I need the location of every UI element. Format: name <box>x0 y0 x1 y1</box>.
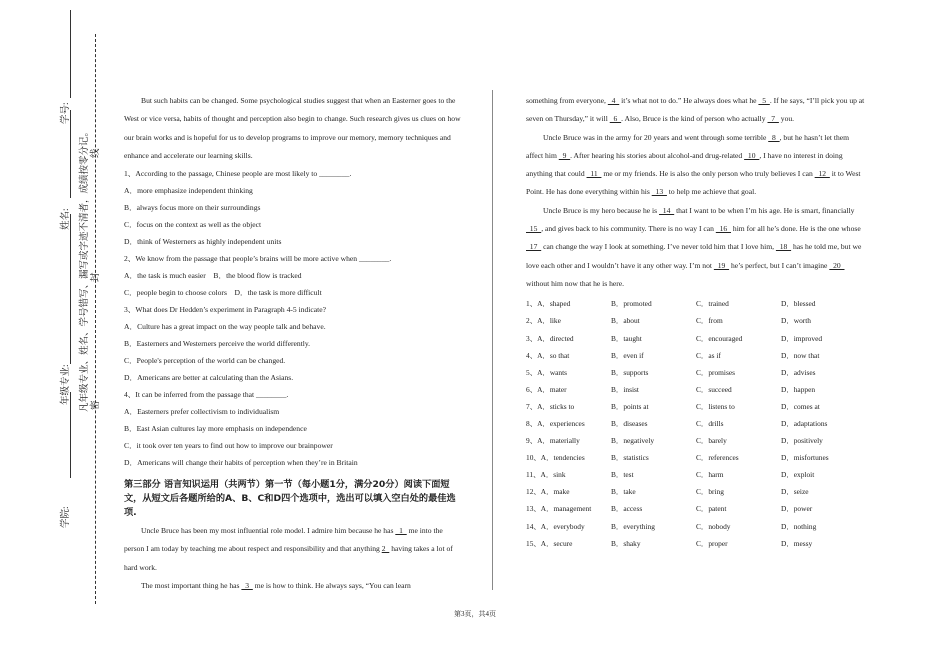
cloze-paragraph-4: Uncle Bruce is my hero because he is 14 that I want to be when I’m his age. He is smart, financially 15 , and gives back to his community. There is no way I can 16 him for all he’s done. He is the one whose 17 can change the way I look at something. I’ve never told him that I love him, 18 has he told me, but we love each other and I wouldn’t have it any other way. I’m not 19 he’s perfect, but I can’t imagine 20 without him now that he is here. <box>526 205 862 288</box>
question-stem: 1、According to the passage, Chinese people are most likely to ________. <box>124 169 352 179</box>
option-cell: 9、A．materially <box>526 436 580 446</box>
name-label: 姓名: <box>61 208 71 230</box>
option: A．the task is much easier B．the blood flow is tracked <box>124 271 302 281</box>
option-cell: D．messy <box>781 538 813 548</box>
option-row <box>526 483 866 500</box>
option-cell: B．test <box>611 470 634 480</box>
option-cell: C．trained <box>696 299 729 309</box>
option-cell: B．statistics <box>611 453 649 463</box>
page-footer: 第3页，共4页 <box>454 610 496 618</box>
option-cell: D．power <box>781 504 813 514</box>
blank-2: 2 <box>381 544 390 554</box>
option: A．more emphasize independent thinking <box>124 186 253 196</box>
blank-20: 20 <box>829 260 845 270</box>
option-cell: B．insist <box>611 384 639 394</box>
right-column <box>526 92 868 552</box>
option-cell: 1、A．shaped <box>526 299 571 309</box>
option-cell: B．take <box>611 487 636 497</box>
option-cell: B．promoted <box>611 299 652 309</box>
option-cell: 6、A．mater <box>526 384 567 394</box>
option-cell: C．nobody <box>696 521 731 531</box>
option: B．Easterners and Westerners perceive the world differently. <box>124 339 311 349</box>
blank-15: 15 <box>526 224 542 234</box>
option-cell: B．about <box>611 316 640 326</box>
option: D．Americans will change their habits of perception when they’re in Britain <box>124 458 358 468</box>
cloze-paragraph-3: Uncle Bruce was in the army for 20 years and went through some terrible 8 , but he hasn’t let them affect him 9 . After hearing his stories about alcohol-and drug-related 10 , I have no interest in doing anything that could 11 me or my friends. He is also the only person who truly believes I can 12 it to West Point. He has done everything within his 13 to help me achieve that goal. <box>526 132 861 197</box>
seal-char-feng: 封 <box>91 272 101 282</box>
option-cell: C．barely <box>696 436 727 446</box>
option-row <box>526 449 866 466</box>
blank-5: 5 <box>758 96 770 105</box>
option-row <box>526 535 866 552</box>
option: D．think of Westerners as highly independent units <box>124 237 282 247</box>
question-stem: 3、What does Dr Hedden’s experiment in Paragraph 4-5 indicate? <box>124 305 327 315</box>
grade-major-line <box>70 214 71 364</box>
option-cell: C．succeed <box>696 384 732 394</box>
passage-tail: But such habits can be changed. Some psychological studies suggest that when an Easterner goes to the West or vice versa, habits of thought and perception also begin to change. Such research gives us clues on how our brain works and is hopeful for us to develop programs to improve our memory, memory techniques and enhance and accelerate our learning skills. <box>124 96 461 160</box>
student-id-label: 学号: <box>61 102 71 124</box>
option-cell: D．nothing <box>781 521 817 531</box>
question-stem: 4、It can be inferred from the passage that ________. <box>124 390 289 400</box>
cloze-paragraph-1: Uncle Bruce has been my most influential role model. I admire him because he has 1 me into the person I am today by teaching me about respect and responsibility and that anything 2 having takes a lot of hard work. <box>124 526 453 572</box>
question-1 <box>124 165 462 250</box>
option-row <box>526 295 866 312</box>
option: C．people begin to choose colors D．the task is more difficult <box>124 288 322 298</box>
cloze-options-table <box>526 295 866 551</box>
blank-11: 11 <box>586 169 602 179</box>
seal-dashed-line <box>95 34 96 604</box>
option-cell: C．encouraged <box>696 333 743 343</box>
option-cell: B．shaky <box>611 538 641 548</box>
binding-notice: 凡年级专业、姓名、学号错写、漏写或字迹不清者，成绩按零分记。 <box>80 126 90 412</box>
option-cell: C．patent <box>696 504 727 514</box>
option-cell: C．listens to <box>696 401 735 411</box>
option-row <box>526 381 866 398</box>
option-cell: 4、A．so that <box>526 350 570 360</box>
option-cell: B．supports <box>611 367 649 377</box>
section-heading: 第三部分 语言知识运用（共两节）第一节（每小题1分，满分20分）阅读下面短文，从短文后各题所给的A、B、C和D四个选项中，选出可以填入空白处的最佳选项. <box>124 479 456 519</box>
seal-char-mi: 密 <box>91 400 101 410</box>
name-line <box>70 110 71 198</box>
option-cell: B．even if <box>611 350 644 360</box>
option-cell: C．proper <box>696 538 728 548</box>
option-cell: D．comes at <box>781 401 820 411</box>
blank-3: 3 <box>241 581 253 591</box>
blank-1: 1 <box>395 526 407 536</box>
option-cell: D．positively <box>781 436 823 446</box>
option-cell: D．happen <box>781 384 816 394</box>
option-cell: C．from <box>696 316 723 326</box>
question-4 <box>124 386 462 471</box>
binding-margin <box>56 20 116 660</box>
option-row <box>526 415 866 432</box>
option-cell: 2、A．like <box>526 316 561 326</box>
cloze-paragraph-2-start: The most important thing he has 3 me is how to think. He always says, “You can learn <box>141 581 411 591</box>
option: D．Americans are better at calculating than the Asians. <box>124 373 294 383</box>
option-cell: D．worth <box>781 316 811 326</box>
option-cell: B．access <box>611 504 643 514</box>
option-cell: D．advises <box>781 367 816 377</box>
seal-char-xian: 线 <box>91 148 101 158</box>
option-cell: 12、A．make <box>526 487 570 497</box>
option-cell: 10、A．tendencies <box>526 453 585 463</box>
question-2 <box>124 250 462 301</box>
option-cell: C．as if <box>696 350 721 360</box>
option-row <box>526 347 866 364</box>
option-cell: 3、A．directed <box>526 333 574 343</box>
option-row <box>526 398 866 415</box>
option-cell: D．seize <box>781 487 809 497</box>
blank-18: 18 <box>775 242 792 252</box>
option-cell: B．taught <box>611 333 642 343</box>
option-cell: 8、A．experiences <box>526 418 585 428</box>
blank-4: 4 <box>607 96 620 105</box>
option-cell: D．adaptations <box>781 418 828 428</box>
blank-7: 7 <box>767 114 779 124</box>
school-line <box>70 392 71 478</box>
left-column <box>124 92 462 595</box>
blank-16: 16 <box>715 224 731 234</box>
option-cell: D．now that <box>781 350 820 360</box>
question-3 <box>124 301 462 386</box>
option-row <box>526 364 866 381</box>
option-cell: 5、A．wants <box>526 367 568 377</box>
option-cell: B．diseases <box>611 418 648 428</box>
option-cell: C．references <box>696 453 739 463</box>
option: B．East Asian cultures lay more emphasis on independence <box>124 424 307 434</box>
option-row <box>526 500 866 517</box>
option-cell: D．blessed <box>781 299 816 309</box>
blank-9: 9 <box>558 150 571 160</box>
option-cell: 13、A．management <box>526 504 592 514</box>
option-row <box>526 517 866 534</box>
option-cell: 14、A．everybody <box>526 521 585 531</box>
option: A．Culture has a great impact on the way people talk and behave. <box>124 322 326 332</box>
blank-10: 10 <box>744 150 760 160</box>
option-cell: C．bring <box>696 487 724 497</box>
option-cell: C．harm <box>696 470 724 480</box>
option: B．always focus more on their surroundings <box>124 203 261 213</box>
option-cell: B．negatively <box>611 436 655 446</box>
option-cell: D．improved <box>781 333 823 343</box>
blank-19: 19 <box>713 260 730 270</box>
option-cell: B．points at <box>611 401 649 411</box>
option: C．it took over ten years to find out how to improve our brainpower <box>124 441 333 451</box>
option-cell: 7、A．sticks to <box>526 401 575 411</box>
option-cell: C．promises <box>696 367 736 377</box>
option-cell: D．exploit <box>781 470 815 480</box>
option-row <box>526 432 866 449</box>
option-cell: 11、A．sink <box>526 470 566 480</box>
option-row <box>526 466 866 483</box>
blank-8: 8 <box>768 132 780 142</box>
blank-6: 6 <box>609 114 622 124</box>
option: C．People's perception of the world can be changed. <box>124 356 286 366</box>
blank-17: 17 <box>526 242 542 252</box>
option-row <box>526 312 866 329</box>
option: A．Easterners prefer collectivism to individualism <box>124 407 280 417</box>
blank-14: 14 <box>658 205 675 215</box>
question-stem: 2、We know from the passage that people’s brains will be more active when ________. <box>124 254 392 264</box>
school-label: 学院: <box>61 506 71 528</box>
grade-major-label: 年级专业: <box>61 364 71 405</box>
option-cell: 15、A．secure <box>526 538 573 548</box>
option-cell: B．everything <box>611 521 655 531</box>
blank-12: 12 <box>814 169 830 179</box>
student-id-line <box>70 10 71 98</box>
option-cell: D．misfortunes <box>781 453 829 463</box>
column-divider <box>492 90 493 590</box>
option-cell: C．drills <box>696 418 724 428</box>
option: C．focus on the context as well as the object <box>124 220 262 230</box>
cloze-paragraph-2-end: something from everyone, 4 it’s what not to do.” He always does what he 5 . If he says, “I’ll pick you up at seven on Thursday,” it will 6 . Also, Bruce is the kind of person who actually 7 you. <box>526 96 865 124</box>
blank-13: 13 <box>651 187 667 197</box>
option-row <box>526 329 866 346</box>
